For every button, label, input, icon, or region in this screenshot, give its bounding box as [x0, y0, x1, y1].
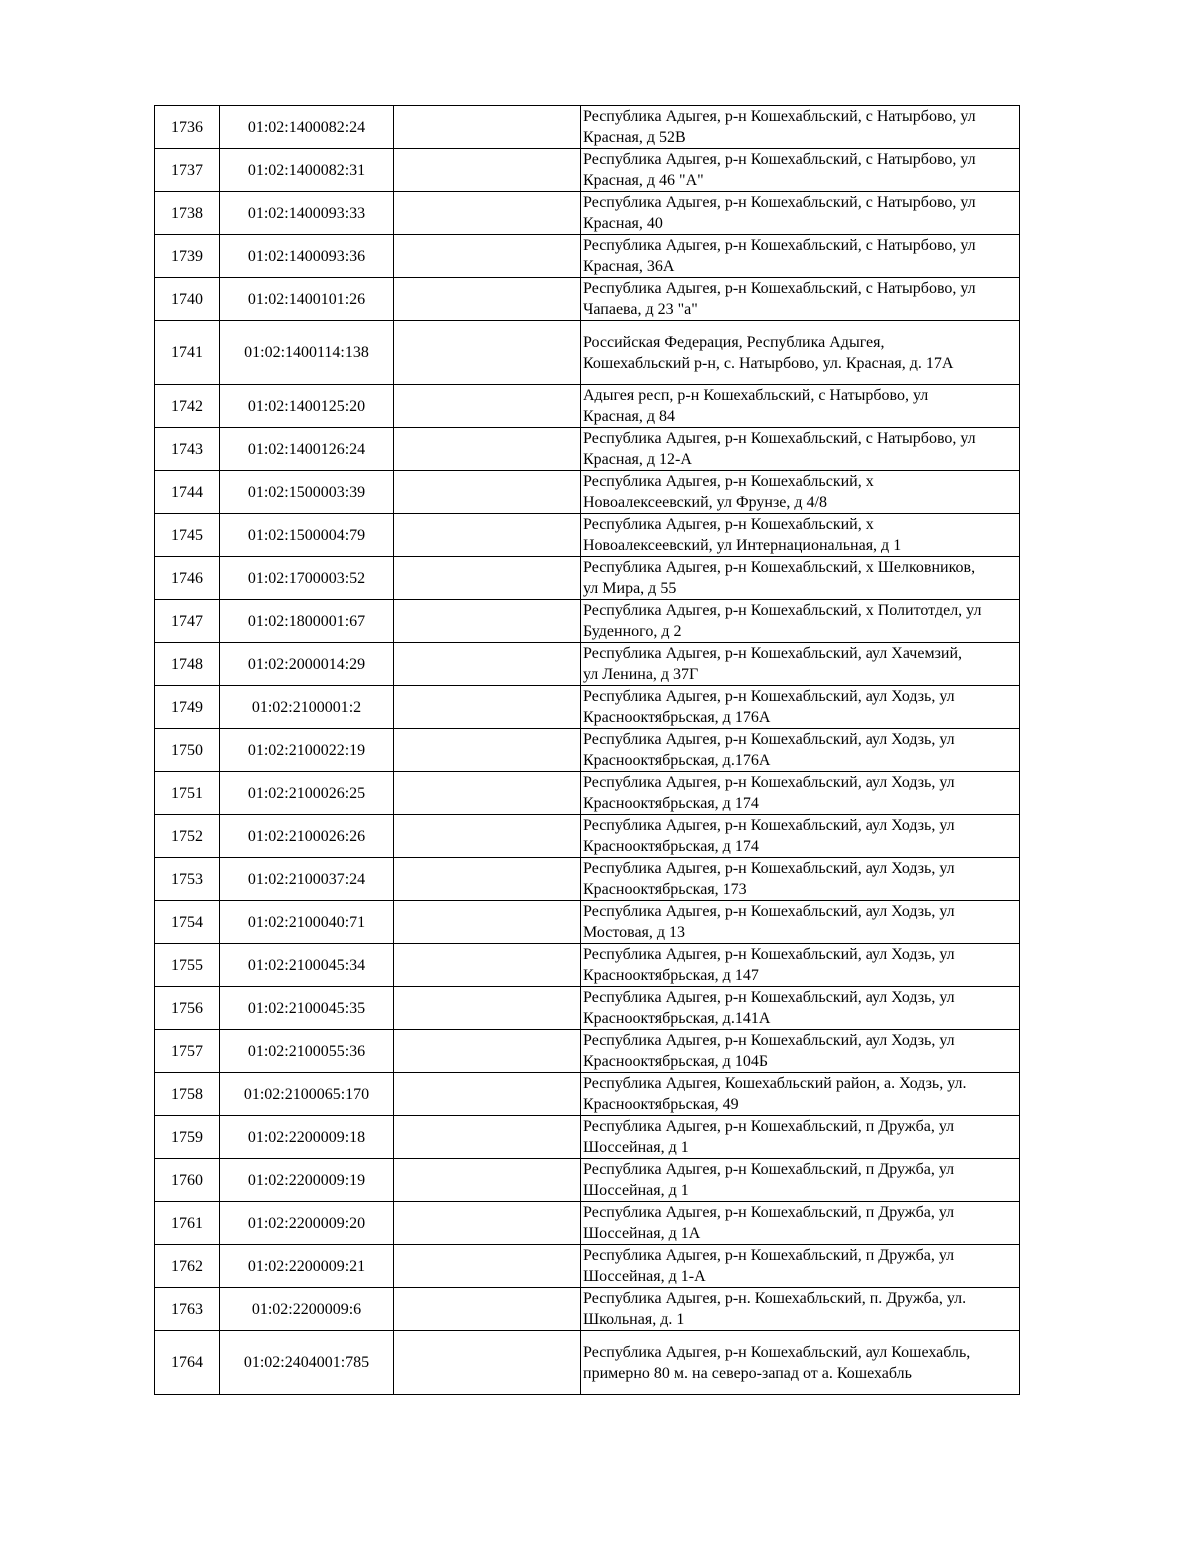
row-number-cell: 1754: [155, 901, 220, 944]
address-line: Красная, д 52В: [583, 129, 686, 146]
cadastral-number-cell: 01:02:2100037:24: [220, 858, 394, 901]
cadastral-number-cell: 01:02:2100040:71: [220, 901, 394, 944]
address-cell: [581, 772, 1020, 815]
table-row: [155, 1288, 1020, 1331]
address-cell: [581, 557, 1020, 600]
table-row: [155, 192, 1020, 235]
cadastral-number-cell: 01:02:1400101:26: [220, 278, 394, 321]
table-row: [155, 1331, 1020, 1395]
address-cell: [581, 428, 1020, 471]
address-cell: [581, 321, 1020, 385]
address-cell: [581, 815, 1020, 858]
empty-cell: [394, 772, 581, 815]
table-row: [155, 858, 1020, 901]
table-row: [155, 471, 1020, 514]
address-line: Новоалексеевский, ул Фрунзе, д 4/8: [583, 494, 827, 511]
address-line: Республика Адыгея, р-н Кошехабльский, аул Ходзь, ул: [583, 946, 955, 963]
table-row: [155, 901, 1020, 944]
row-number-cell: 1758: [155, 1073, 220, 1116]
address-line: Российская Федерация, Республика Адыгея,: [583, 333, 885, 351]
table-row: [155, 1159, 1020, 1202]
cadastral-number-cell: 01:02:1400093:33: [220, 192, 394, 235]
cadastral-number-cell: 01:02:2200009:20: [220, 1202, 394, 1245]
empty-cell: [394, 149, 581, 192]
address-line: Республика Адыгея, р-н Кошехабльский, с Натырбово, ул: [583, 194, 976, 211]
table-row: [155, 149, 1020, 192]
table-row: [155, 686, 1020, 729]
cadastral-number-cell: 01:02:1400082:24: [220, 106, 394, 149]
row-number-cell: 1736: [155, 106, 220, 149]
cadastral-number-cell: 01:02:2200009:18: [220, 1116, 394, 1159]
address-line: Краснооктябрьская, д 104Б: [583, 1053, 768, 1070]
address-line: Шоссейная, д 1-А: [583, 1268, 706, 1285]
row-number-cell: 1749: [155, 686, 220, 729]
address-cell: [581, 106, 1020, 149]
table-row: [155, 514, 1020, 557]
address-cell: [581, 1331, 1020, 1395]
empty-cell: [394, 1202, 581, 1245]
row-number-cell: 1741: [155, 321, 220, 385]
empty-cell: [394, 471, 581, 514]
cadastral-number-cell: 01:02:2100045:35: [220, 987, 394, 1030]
address-line: Краснооктябрьская, 173: [583, 881, 747, 898]
row-number-cell: 1752: [155, 815, 220, 858]
cadastral-number-cell: 01:02:1700003:52: [220, 557, 394, 600]
cadastral-number-cell: 01:02:1400093:36: [220, 235, 394, 278]
row-number-cell: 1743: [155, 428, 220, 471]
address-line: Красная, д 46 "А": [583, 172, 704, 189]
address-cell: [581, 385, 1020, 428]
row-number-cell: 1747: [155, 600, 220, 643]
cadastral-number-cell: 01:02:1400114:138: [220, 321, 394, 385]
row-number-cell: 1763: [155, 1288, 220, 1331]
empty-cell: [394, 815, 581, 858]
cadastral-number-cell: 01:02:1400125:20: [220, 385, 394, 428]
address-line: Республика Адыгея, р-н Кошехабльский, п Дружба, ул: [583, 1118, 955, 1135]
row-number-cell: 1753: [155, 858, 220, 901]
address-cell: [581, 149, 1020, 192]
address-line: ул Ленина, д 37Г: [583, 666, 699, 683]
cadastral-number-cell: 01:02:2100055:36: [220, 1030, 394, 1073]
address-cell: [581, 944, 1020, 987]
address-line: Кошехабльский р-н, с. Натырбово, ул. Красная, д. 17А: [583, 354, 954, 372]
address-cell: [581, 987, 1020, 1030]
empty-cell: [394, 643, 581, 686]
table-row: [155, 944, 1020, 987]
address-line: Республика Адыгея, р-н Кошехабльский, с Натырбово, ул: [583, 108, 976, 125]
empty-cell: [394, 428, 581, 471]
address-line: Красная, 40: [583, 215, 663, 232]
empty-cell: [394, 901, 581, 944]
table-row: [155, 600, 1020, 643]
cadastral-number-cell: 01:02:2100001:2: [220, 686, 394, 729]
table-row: [155, 235, 1020, 278]
cadastral-number-cell: 01:02:2100026:25: [220, 772, 394, 815]
address-line: Мостовая, д 13: [583, 924, 686, 941]
address-line: Краснооктябрьская, д 174: [583, 838, 759, 855]
address-cell: [581, 1116, 1020, 1159]
address-cell: [581, 729, 1020, 772]
table-row: [155, 321, 1020, 385]
address-line: Республика Адыгея, р-н Кошехабльский, п Дружба, ул: [583, 1204, 955, 1221]
address-line: Республика Адыгея, р-н Кошехабльский, аул Ходзь, ул: [583, 989, 955, 1006]
table-row: [155, 815, 1020, 858]
address-line: Республика Адыгея, р-н Кошехабльский, х Политотдел, ул: [583, 602, 982, 619]
address-line: Краснооктябрьская, д.141А: [583, 1010, 771, 1027]
row-number-cell: 1748: [155, 643, 220, 686]
row-number-cell: 1759: [155, 1116, 220, 1159]
table-row: [155, 1030, 1020, 1073]
cadastral-number-cell: 01:02:2100026:26: [220, 815, 394, 858]
address-line: Красная, 36А: [583, 258, 675, 275]
register-table-body: [155, 106, 1020, 1395]
table-row: [155, 278, 1020, 321]
row-number-cell: 1740: [155, 278, 220, 321]
cadastral-number-cell: 01:02:2100065:170: [220, 1073, 394, 1116]
empty-cell: [394, 514, 581, 557]
address-cell: [581, 1159, 1020, 1202]
row-number-cell: 1746: [155, 557, 220, 600]
address-cell: [581, 192, 1020, 235]
address-line: Республика Адыгея, р-н Кошехабльский, аул Ходзь, ул: [583, 817, 955, 834]
cadastral-number-cell: 01:02:2200009:6: [220, 1288, 394, 1331]
address-line: Краснооктябрьская, д 174: [583, 795, 759, 812]
cadastral-number-cell: 01:02:1800001:67: [220, 600, 394, 643]
address-line: примерно 80 м. на северо-запад от а. Кошехабль: [583, 1364, 912, 1382]
address-line: Краснооктябрьская, д 147: [583, 967, 759, 984]
address-line: Республика Адыгея, р-н Кошехабльский, аул Ходзь, ул: [583, 731, 955, 748]
empty-cell: [394, 600, 581, 643]
address-line: Республика Адыгея, р-н Кошехабльский, аул Ходзь, ул: [583, 688, 955, 705]
cadastral-number-cell: 01:02:1400082:31: [220, 149, 394, 192]
empty-cell: [394, 192, 581, 235]
empty-cell: [394, 1245, 581, 1288]
address-line: Буденного, д 2: [583, 623, 682, 640]
address-line: Республика Адыгея, р-н Кошехабльский, с Натырбово, ул: [583, 151, 976, 168]
empty-cell: [394, 858, 581, 901]
empty-cell: [394, 557, 581, 600]
empty-cell: [394, 944, 581, 987]
empty-cell: [394, 1159, 581, 1202]
property-register-table: [154, 105, 1020, 1395]
table-row: [155, 643, 1020, 686]
empty-cell: [394, 106, 581, 149]
row-number-cell: 1739: [155, 235, 220, 278]
row-number-cell: 1742: [155, 385, 220, 428]
address-cell: [581, 235, 1020, 278]
address-line: Республика Адыгея, р-н Кошехабльский, аул Ходзь, ул: [583, 903, 955, 920]
table-row: [155, 729, 1020, 772]
table-row: [155, 1202, 1020, 1245]
table-row: [155, 557, 1020, 600]
empty-cell: [394, 1073, 581, 1116]
address-cell: [581, 278, 1020, 321]
table-row: [155, 106, 1020, 149]
empty-cell: [394, 987, 581, 1030]
row-number-cell: 1750: [155, 729, 220, 772]
row-number-cell: 1755: [155, 944, 220, 987]
empty-cell: [394, 235, 581, 278]
address-line: Адыгея респ, р-н Кошехабльский, с Натырбово, ул: [583, 387, 929, 404]
table-row: [155, 987, 1020, 1030]
empty-cell: [394, 321, 581, 385]
address-line: Республика Адыгея, р-н Кошехабльский, п Дружба, ул: [583, 1161, 955, 1178]
address-line: Республика Адыгея, р-н Кошехабльский, х Шелковников,: [583, 559, 976, 576]
address-line: Республика Адыгея, р-н Кошехабльский, аул Кошехабль,: [583, 1343, 971, 1361]
address-line: Республика Адыгея, р-н Кошехабльский, п Дружба, ул: [583, 1247, 955, 1264]
address-line: Республика Адыгея, р-н Кошехабльский, аул Ходзь, ул: [583, 774, 955, 791]
address-cell: [581, 1202, 1020, 1245]
address-line: Республика Адыгея, р-н Кошехабльский, аул Ходзь, ул: [583, 1032, 955, 1049]
address-line: Республика Адыгея, р-н Кошехабльский, аул Хачемзий,: [583, 645, 963, 662]
address-line: Краснооктябрьская, д.176А: [583, 752, 771, 769]
row-number-cell: 1744: [155, 471, 220, 514]
address-line: Республика Адыгея, р-н Кошехабльский, с Натырбово, ул: [583, 280, 976, 297]
address-cell: [581, 643, 1020, 686]
address-line: Краснооктябрьская, д 176А: [583, 709, 771, 726]
empty-cell: [394, 1288, 581, 1331]
address-cell: [581, 1073, 1020, 1116]
address-line: Шоссейная, д 1А: [583, 1225, 701, 1242]
cadastral-number-cell: 01:02:2404001:785: [220, 1331, 394, 1395]
empty-cell: [394, 278, 581, 321]
address-line: Шоссейная, д 1: [583, 1182, 689, 1199]
cadastral-number-cell: 01:02:2100022:19: [220, 729, 394, 772]
address-line: Республика Адыгея, р-н Кошехабльский, х: [583, 473, 874, 490]
row-number-cell: 1764: [155, 1331, 220, 1395]
address-cell: [581, 600, 1020, 643]
address-line: Новоалексеевский, ул Интернациональная, д 1: [583, 537, 902, 554]
table-row: [155, 772, 1020, 815]
row-number-cell: 1737: [155, 149, 220, 192]
address-line: Республика Адыгея, р-н. Кошехабльский, п. Дружба, ул.: [583, 1290, 967, 1307]
empty-cell: [394, 686, 581, 729]
address-cell: [581, 858, 1020, 901]
row-number-cell: 1751: [155, 772, 220, 815]
address-cell: [581, 471, 1020, 514]
address-line: Красная, д 84: [583, 408, 676, 425]
empty-cell: [394, 1116, 581, 1159]
row-number-cell: 1761: [155, 1202, 220, 1245]
address-cell: [581, 686, 1020, 729]
address-line: Республика Адыгея, р-н Кошехабльский, х: [583, 516, 874, 533]
row-number-cell: 1738: [155, 192, 220, 235]
address-line: Республика Адыгея, р-н Кошехабльский, с Натырбово, ул: [583, 430, 976, 447]
address-line: Республика Адыгея, Кошехабльский район, а. Ходзь, ул.: [583, 1075, 967, 1092]
row-number-cell: 1745: [155, 514, 220, 557]
cadastral-number-cell: 01:02:2200009:19: [220, 1159, 394, 1202]
address-line: Республика Адыгея, р-н Кошехабльский, с Натырбово, ул: [583, 237, 976, 254]
cadastral-number-cell: 01:02:1500004:79: [220, 514, 394, 557]
cadastral-number-cell: 01:02:2200009:21: [220, 1245, 394, 1288]
address-line: Школьная, д. 1: [583, 1311, 685, 1328]
row-number-cell: 1762: [155, 1245, 220, 1288]
table-row: [155, 1116, 1020, 1159]
address-line: Шоссейная, д 1: [583, 1139, 689, 1156]
address-line: Чапаева, д 23 "а": [583, 301, 698, 318]
empty-cell: [394, 729, 581, 772]
address-cell: [581, 1030, 1020, 1073]
address-line: Республика Адыгея, р-н Кошехабльский, аул Ходзь, ул: [583, 860, 955, 877]
address-cell: [581, 1288, 1020, 1331]
address-cell: [581, 514, 1020, 557]
row-number-cell: 1760: [155, 1159, 220, 1202]
table-row: [155, 428, 1020, 471]
empty-cell: [394, 1331, 581, 1395]
empty-cell: [394, 385, 581, 428]
empty-cell: [394, 1030, 581, 1073]
cadastral-number-cell: 01:02:1500003:39: [220, 471, 394, 514]
cadastral-number-cell: 01:02:2000014:29: [220, 643, 394, 686]
address-cell: [581, 901, 1020, 944]
table-row: [155, 1245, 1020, 1288]
cadastral-number-cell: 01:02:1400126:24: [220, 428, 394, 471]
row-number-cell: 1756: [155, 987, 220, 1030]
row-number-cell: 1757: [155, 1030, 220, 1073]
table-row: [155, 1073, 1020, 1116]
cadastral-number-cell: 01:02:2100045:34: [220, 944, 394, 987]
address-line: ул Мира, д 55: [583, 580, 677, 597]
address-cell: [581, 1245, 1020, 1288]
address-line: Красная, д 12-А: [583, 451, 692, 468]
table-row: [155, 385, 1020, 428]
address-line: Краснооктябрьская, 49: [583, 1096, 739, 1113]
